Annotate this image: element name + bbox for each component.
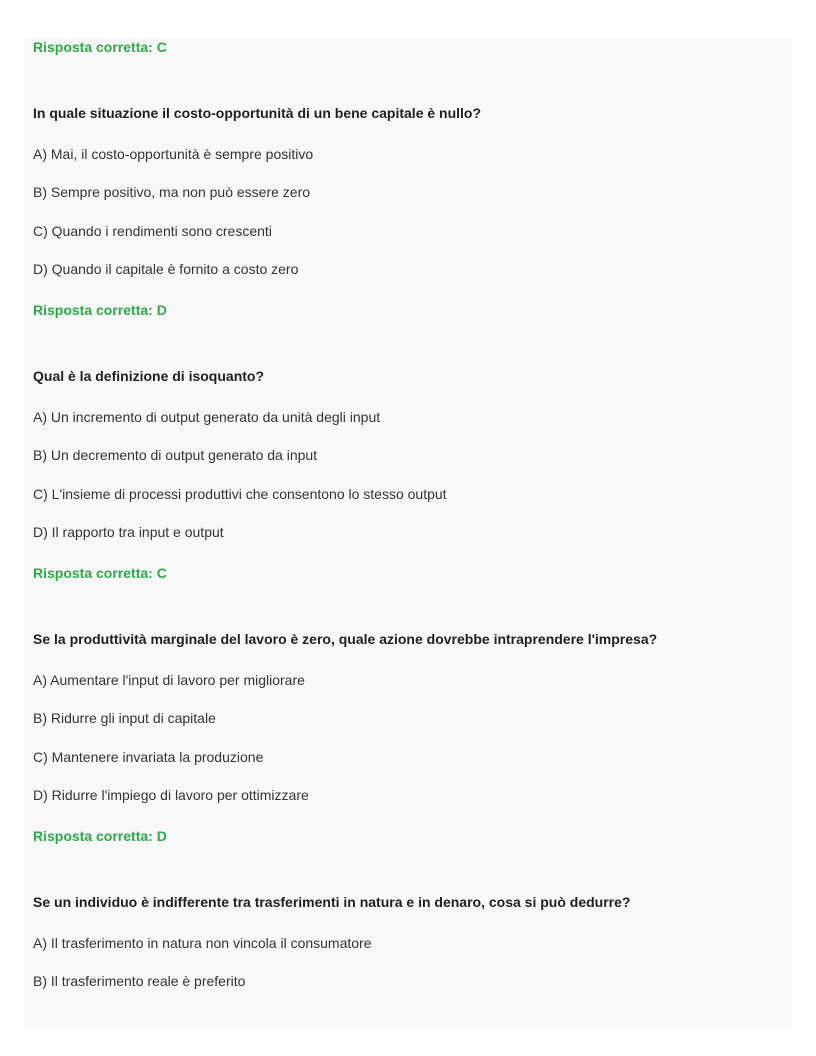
question-line: Se un individuo è indifferente tra trasferimenti in natura e in denaro, cosa si può dedurre? [33,894,631,910]
answer-line: Risposta corretta: D [33,828,167,844]
option-line: B) Ridurre gli input di capitale [33,710,216,726]
option-line: A) Il trasferimento in natura non vincola il consumatore [33,935,372,951]
option-line: C) L'insieme di processi produttivi che consentono lo stesso output [33,486,447,502]
question-line: Qual è la definizione di isoquanto? [33,368,265,384]
option-line: B) Sempre positivo, ma non può essere zero [33,184,311,200]
answer-line: Risposta corretta: C [33,565,167,581]
option-line: C) Quando i rendimenti sono crescenti [33,223,272,239]
answer-line: Risposta corretta: C [33,39,167,55]
option-line: A) Un incremento di output generato da unità degli input [33,409,381,425]
option-line: A) Mai, il costo-opportunità è sempre positivo [33,146,314,162]
question-line: In quale situazione il costo-opportunità di un bene capitale è nullo? [33,105,482,121]
option-line: B) Il trasferimento reale è preferito [33,973,246,989]
option-line: C) Mantenere invariata la produzione [33,749,264,765]
option-line: D) Quando il capitale è fornito a costo zero [33,261,299,277]
answer-line: Risposta corretta: D [33,302,167,318]
option-line: B) Un decremento di output generato da input [33,447,318,463]
option-line: A) Aumentare l'input di lavoro per migliorare [33,672,305,688]
question-line: Se la produttività marginale del lavoro è zero, quale azione dovrebbe intraprendere l'impresa? [33,631,658,647]
option-line: D) Ridurre l'impiego di lavoro per ottimizzare [33,787,309,803]
option-line: D) Il rapporto tra input e output [33,524,224,540]
